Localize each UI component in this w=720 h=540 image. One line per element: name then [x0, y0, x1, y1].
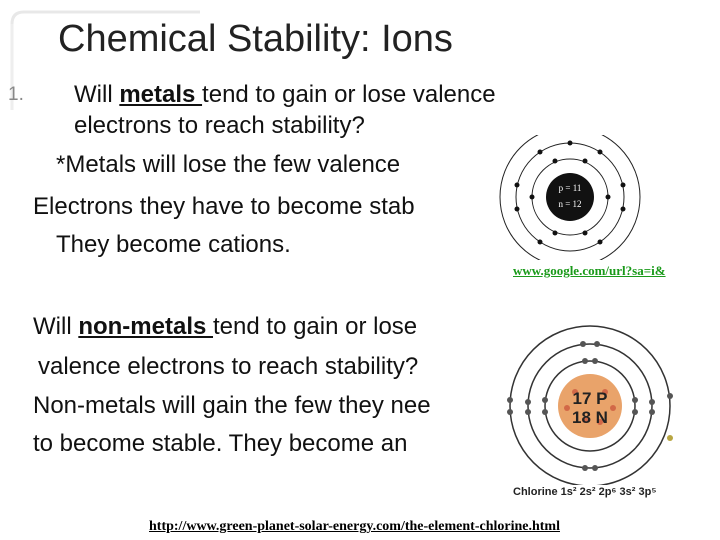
- chlorine-atom-diagram: [485, 320, 700, 485]
- sodium-proton-label: p = 11: [558, 183, 582, 193]
- slide-title: Chemical Stability: Ions: [58, 18, 453, 60]
- list-number: 1.: [8, 84, 24, 105]
- chlorine-proton-label: 17 P: [572, 389, 608, 408]
- sodium-neutron-label: n = 12: [558, 199, 582, 209]
- chlorine-electron-configuration: Chlorine 1s² 2s² 2p⁶ 3s² 3p⁵: [513, 486, 657, 498]
- question-2-line-1: [33, 312, 417, 342]
- q2-text-post: tend to gain or lose: [213, 313, 418, 340]
- source-link-2[interactable]: http://www.green-planet-solar-energy.com/the-element-chlorine.html: [149, 519, 560, 534]
- q1-text-post: tend to gain or lose valence: [202, 81, 496, 108]
- source-link-1[interactable]: www.google.com/url?sa=i&: [513, 263, 666, 278]
- answer-1-line-2: Electrons they have to become stab: [33, 193, 415, 220]
- question-2-line-2: valence electrons to reach stability?: [38, 353, 419, 380]
- question-1-line-2: electrons to reach stability?: [74, 112, 365, 139]
- answer-1-line-1: *Metals will lose the few valence: [56, 151, 401, 178]
- answer-2-line-1: Non-metals will gain the few they nee: [33, 392, 431, 419]
- answer-1-line-3: They become cations.: [56, 231, 291, 258]
- question-1-line-1: [74, 80, 496, 110]
- answer-2-line-2: to become stable. They become an: [33, 430, 408, 457]
- q1-text-pre: Will: [74, 81, 120, 108]
- q2-text-pre: Will: [33, 313, 79, 340]
- q2-emphasis-non-metals: non-metals: [78, 313, 214, 340]
- sodium-atom-diagram: [490, 135, 650, 260]
- chlorine-neutron-label: 18 N: [572, 408, 608, 427]
- q1-emphasis-metals: metals: [119, 81, 203, 108]
